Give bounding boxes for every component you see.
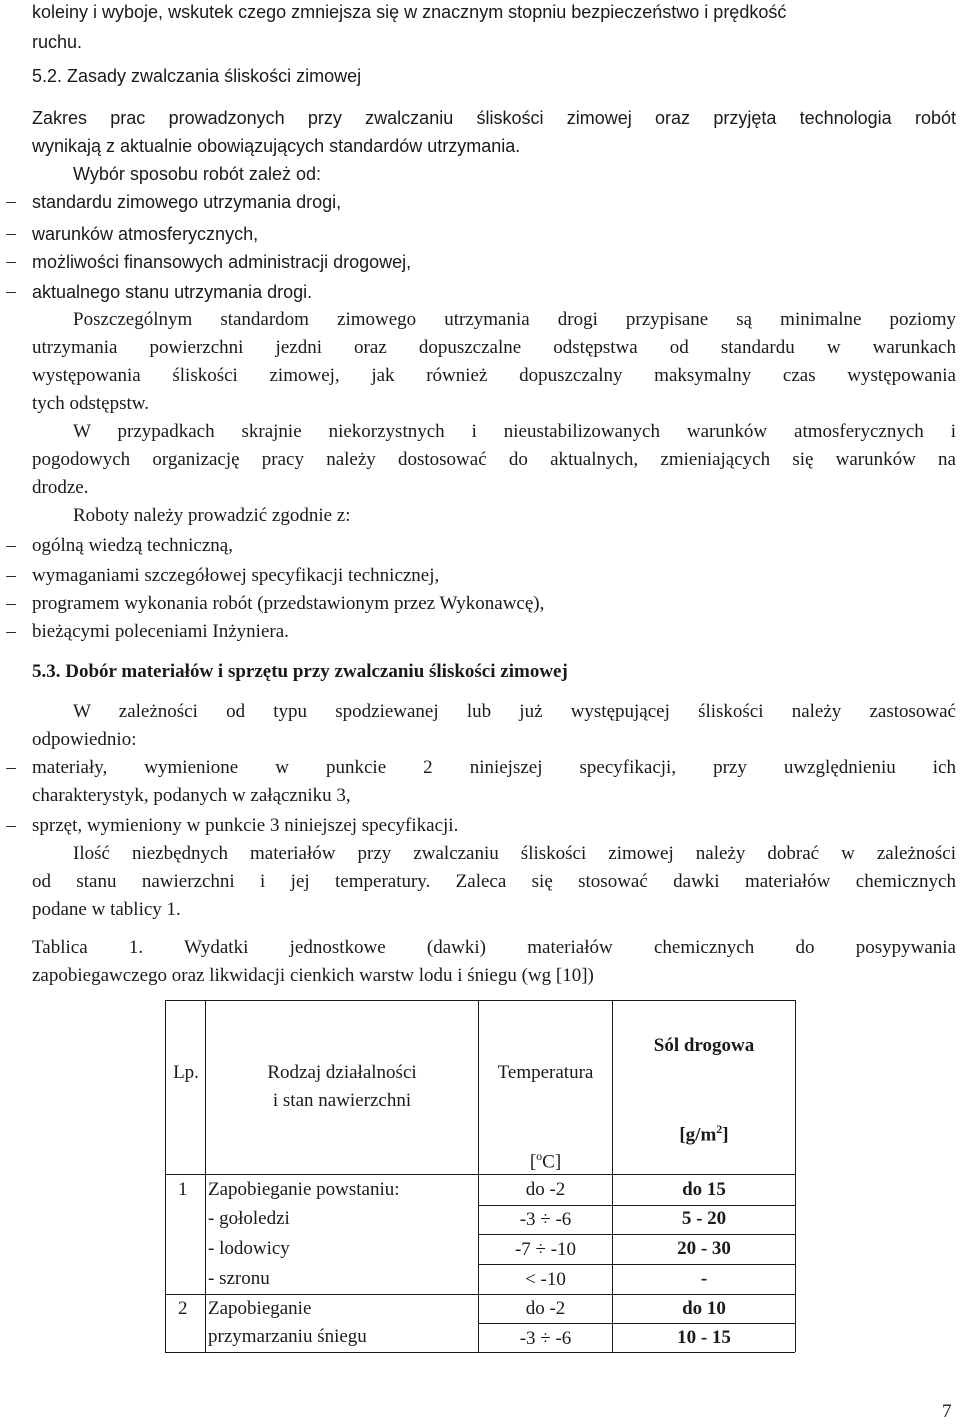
cell-activity: - szronu bbox=[208, 1268, 270, 1289]
table-caption: Tablica 1. Wydatki jednostkowe (dawki) materiałów chemicznych do posypywania bbox=[32, 937, 956, 958]
cell-dose: do 15 bbox=[682, 1179, 726, 1200]
list-item: sprzęt, wymieniony w punkcie 3 niniejszej specyfikacji. bbox=[32, 815, 459, 836]
dash-bullet: – bbox=[6, 251, 16, 272]
paragraph-line: podane w tablicy 1. bbox=[32, 899, 181, 920]
paragraph-line: wynikają z aktualnie obowiązujących standardów utrzymania. bbox=[32, 136, 521, 156]
cell-dose: 10 - 15 bbox=[677, 1327, 731, 1348]
dash-bullet: – bbox=[6, 757, 16, 778]
dash-bullet: – bbox=[6, 621, 16, 642]
list-item: warunków atmosferycznych, bbox=[32, 224, 259, 244]
cell-temperature: < -10 bbox=[525, 1269, 566, 1290]
list-item: ogólną wiedzą techniczną, bbox=[32, 535, 233, 556]
dash-bullet: – bbox=[6, 223, 16, 244]
cell-lp: 1 bbox=[178, 1179, 188, 1200]
header-salt: Sól drogowa bbox=[653, 1035, 755, 1056]
table-rule bbox=[165, 1352, 795, 1353]
table-caption: zapobiegawczego oraz likwidacji cienkich warstw lodu i śniegu (wg [10]) bbox=[32, 965, 594, 986]
paragraph-line: drodze. bbox=[32, 477, 89, 498]
paragraph-line: Ilość niezbędnych materiałów przy zwalczaniu śliskości zimowej należy dobrać w zależności bbox=[73, 843, 956, 864]
list-item: materiały, wymienione w punkcie 2 niniejszej specyfikacji, przy uwzględnieniu ich bbox=[32, 757, 956, 778]
intro-line: koleiny i wyboje, wskutek czego zmniejsza się w znacznym stopniu bezpieczeństwo i prędkość bbox=[32, 2, 787, 22]
dash-bullet: – bbox=[6, 593, 16, 614]
header-salt-unit: $[g/m^2]$ bbox=[679, 1122, 729, 1146]
page-number: 7 bbox=[942, 1401, 952, 1422]
cell-activity: Zapobieganie powstaniu: bbox=[208, 1179, 400, 1200]
paragraph-line: odpowiednio: bbox=[32, 729, 137, 750]
header-activity: i stan nawierzchni bbox=[272, 1090, 412, 1111]
paragraph-line: tych odstępstw. bbox=[32, 393, 149, 414]
header-activity: Rodzaj działalności bbox=[267, 1062, 417, 1083]
list-item: bieżącymi poleceniami Inżyniera. bbox=[32, 621, 289, 642]
cell-activity: - gołoledzi bbox=[208, 1208, 290, 1229]
paragraph-line: pogodowych organizację pracy należy dostosować do aktualnych, zmieniających się warunków na bbox=[32, 449, 956, 470]
table-rule bbox=[478, 1323, 795, 1324]
cell-temperature: do -2 bbox=[525, 1298, 566, 1319]
cell-temperature: -3 ÷ -6 bbox=[519, 1209, 572, 1230]
cell-temperature: -7 ÷ -10 bbox=[514, 1239, 577, 1260]
list-item: standardu zimowego utrzymania drogi, bbox=[32, 192, 342, 212]
works-intro: Roboty należy prowadzić zgodnie z: bbox=[73, 505, 351, 526]
cell-dose: - bbox=[700, 1268, 708, 1289]
cell-activity: przymarzaniu śniegu bbox=[208, 1326, 367, 1347]
list-item: programem wykonania robót (przedstawionym przez Wykonawcę), bbox=[32, 593, 545, 614]
paragraph-line: Poszczególnym standardom zimowego utrzymania drogi przypisane są minimalne poziomy bbox=[73, 309, 956, 330]
cell-dose: 5 - 20 bbox=[681, 1208, 727, 1229]
table-rule bbox=[165, 1294, 795, 1295]
dash-bullet: – bbox=[6, 281, 16, 302]
paragraph-line: Zakres prac prowadzonych przy zwalczaniu śliskości zimowej oraz przyjęta technologia robót bbox=[32, 108, 956, 128]
table-rule bbox=[795, 1000, 796, 1352]
cell-temperature: do -2 bbox=[525, 1179, 566, 1200]
header-temperature-unit: [$^o$C] bbox=[529, 1149, 562, 1173]
cell-lp: 2 bbox=[178, 1298, 188, 1319]
table-rule bbox=[478, 1205, 795, 1206]
choice-intro: Wybór sposobu robót zależ od: bbox=[73, 164, 321, 184]
table-rule bbox=[205, 1000, 206, 1352]
dash-bullet: – bbox=[6, 191, 16, 212]
header-temperature: Temperatura bbox=[497, 1062, 594, 1083]
cell-activity: Zapobieganie bbox=[208, 1298, 312, 1319]
paragraph-line: od stanu nawierzchni i jej temperatury. Zaleca się stosować dawki materiałów chemicznych bbox=[32, 871, 956, 892]
list-item: wymaganiami szczegółowej specyfikacji technicznej, bbox=[32, 565, 440, 586]
table-rule bbox=[165, 1000, 166, 1352]
dash-bullet: – bbox=[6, 535, 16, 556]
header-lp: Lp. bbox=[173, 1062, 199, 1083]
dash-bullet: – bbox=[6, 815, 16, 836]
list-item: aktualnego stanu utrzymania drogi. bbox=[32, 282, 313, 302]
cell-dose: do 10 bbox=[682, 1298, 726, 1319]
paragraph-line: W zależności od typu spodziewanej lub już występującej śliskości należy zastosować bbox=[73, 701, 956, 722]
list-item-continuation: charakterystyk, podanych w załączniku 3, bbox=[32, 785, 351, 806]
paragraph-line: utrzymania powierzchni jezdni oraz dopuszczalne odstępstwa od standardu w warunkach bbox=[32, 337, 956, 358]
list-item: możliwości finansowych administracji drogowej, bbox=[32, 252, 412, 272]
cell-dose: 20 - 30 bbox=[677, 1238, 731, 1259]
table-rule bbox=[478, 1264, 795, 1265]
cell-temperature: -3 ÷ -6 bbox=[519, 1328, 572, 1349]
section-heading-5-3: 5.3. Dobór materiałów i sprzętu przy zwalczaniu śliskości zimowej bbox=[32, 661, 568, 682]
table-rule bbox=[478, 1234, 795, 1235]
cell-activity: - lodowicy bbox=[208, 1238, 290, 1259]
paragraph-line: występowania śliskości zimowej, jak również dopuszczalny maksymalny czas występowania bbox=[32, 365, 956, 386]
section-heading-5-2: 5.2. Zasady zwalczania śliskości zimowej bbox=[32, 66, 362, 86]
paragraph-line: W przypadkach skrajnie niekorzystnych i nieustabilizowanych warunków atmosferycznych i bbox=[73, 421, 956, 442]
table-rule bbox=[165, 1000, 795, 1001]
intro-line: ruchu. bbox=[32, 32, 83, 52]
dash-bullet: – bbox=[6, 565, 16, 586]
